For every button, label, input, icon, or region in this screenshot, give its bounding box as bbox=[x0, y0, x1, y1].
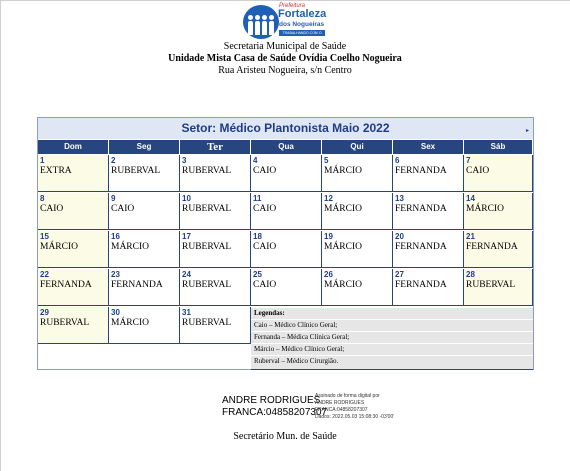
calendar-day-cell bbox=[251, 155, 322, 192]
calendar-day-cell bbox=[393, 193, 464, 230]
day-number: 23 bbox=[111, 270, 120, 279]
calendar-day-cell bbox=[38, 231, 109, 268]
doctor-name: RUBERVAL bbox=[40, 318, 90, 328]
doctor-name: CAIO bbox=[40, 204, 64, 214]
calendar-day-cell bbox=[393, 269, 464, 306]
day-number: 3 bbox=[182, 156, 187, 165]
day-number: 5 bbox=[324, 156, 329, 165]
legend-item: Caio – Médico Clínico Geral; bbox=[251, 319, 533, 331]
doctor-name: MÁRCIO bbox=[324, 204, 363, 214]
doctor-name: CAIO bbox=[466, 166, 490, 176]
day-number: 14 bbox=[466, 194, 475, 203]
doctor-name: CAIO bbox=[253, 204, 277, 214]
day-number: 17 bbox=[182, 232, 191, 241]
weekday-header: Dom bbox=[38, 140, 109, 154]
day-number: 30 bbox=[111, 308, 120, 317]
calendar-day-cell bbox=[464, 193, 533, 230]
calendar-day-cell bbox=[393, 155, 464, 192]
day-number: 7 bbox=[466, 156, 471, 165]
calendar-day-cell bbox=[180, 155, 251, 192]
day-number: 4 bbox=[253, 156, 258, 165]
weekday-header: Seg bbox=[109, 140, 180, 154]
prefeitura-logo bbox=[243, 3, 327, 41]
doctor-name: CAIO bbox=[253, 280, 277, 290]
calendar-day-cell bbox=[180, 193, 251, 230]
day-number: 24 bbox=[182, 270, 191, 279]
doctor-name: EXTRA bbox=[40, 166, 72, 176]
calendar-day-cell bbox=[464, 155, 533, 192]
duty-calendar bbox=[37, 117, 534, 370]
doctor-name: MÁRCIO bbox=[40, 242, 79, 252]
doctor-name: FERNANDA bbox=[111, 280, 163, 290]
doctor-name: CAIO bbox=[111, 204, 135, 214]
doctor-name: MÁRCIO bbox=[324, 166, 363, 176]
doctor-name: RUBERVAL bbox=[182, 280, 232, 290]
logo-name2: dos Nogueiras bbox=[279, 21, 325, 28]
signature-detail-line: Dados: 2022.05.03 15:08:30 -03'00' bbox=[315, 414, 395, 420]
unidade-title: Unidade Mista Casa de Saúde Ovídia Coelho Nogueira bbox=[168, 53, 402, 64]
calendar-day-cell bbox=[464, 231, 533, 268]
calendar-day-cell bbox=[322, 155, 393, 192]
signature-detail-line: ANDRE RODRIGUES bbox=[315, 400, 365, 406]
calendar-day-cell bbox=[109, 269, 180, 306]
digital-signature-detail bbox=[315, 393, 394, 421]
next-arrow-icon[interactable]: ▸ bbox=[525, 128, 529, 134]
logo-tagline: TRABALHANDO COM O POVO bbox=[279, 30, 325, 36]
day-number: 20 bbox=[395, 232, 404, 241]
day-number: 6 bbox=[395, 156, 400, 165]
secretaria-title: Secretaria Municipal de Saúde bbox=[223, 41, 347, 52]
calendar-day-cell bbox=[322, 269, 393, 306]
doctor-name: FERNANDA bbox=[466, 242, 518, 252]
weekday-header: Qui bbox=[322, 140, 393, 154]
calendar-day-cell bbox=[38, 269, 109, 306]
day-number: 22 bbox=[40, 270, 49, 279]
doctor-name: FERNANDA bbox=[395, 204, 447, 214]
day-number: 26 bbox=[324, 270, 333, 279]
calendar-day-cell bbox=[322, 231, 393, 268]
doctor-name: FERNANDA bbox=[395, 242, 447, 252]
weekday-header: Qua bbox=[251, 140, 322, 154]
calendar-day-cell bbox=[251, 193, 322, 230]
calendar-day-cell bbox=[109, 155, 180, 192]
legend-title: Legendas: bbox=[254, 309, 285, 317]
page-top-border bbox=[0, 0, 570, 1]
calendar-day-cell bbox=[180, 231, 251, 268]
calendar-day-cell bbox=[464, 269, 533, 306]
doctor-name: FERNANDA bbox=[40, 280, 92, 290]
calendar-day-cell bbox=[109, 307, 180, 344]
day-number: 11 bbox=[253, 194, 262, 203]
day-number: 13 bbox=[395, 194, 404, 203]
day-number: 27 bbox=[395, 270, 404, 279]
day-number: 1 bbox=[40, 156, 45, 165]
calendar-day-cell bbox=[38, 193, 109, 230]
doctor-name: MÁRCIO bbox=[111, 318, 150, 328]
doctor-name: MÁRCIO bbox=[324, 280, 363, 290]
calendar-day-cell bbox=[109, 231, 180, 268]
day-number: 16 bbox=[111, 232, 120, 241]
day-number: 29 bbox=[40, 308, 49, 317]
doctor-name: MÁRCIO bbox=[111, 242, 150, 252]
doctor-name: FERNANDA bbox=[395, 280, 447, 290]
calendar-title: Setor: Médico Plantonista Maio 2022 bbox=[38, 118, 533, 139]
calendar-day-cell bbox=[109, 193, 180, 230]
logo-prefix: Prefeitura bbox=[279, 3, 306, 9]
people-icon bbox=[243, 5, 279, 39]
day-number: 18 bbox=[253, 232, 262, 241]
signer-role: Secretário Mun. de Saúde bbox=[233, 431, 337, 442]
doctor-name: RUBERVAL bbox=[466, 280, 516, 290]
weekday-header: Sáb bbox=[464, 140, 533, 154]
logo-name: Fortaleza bbox=[278, 8, 327, 20]
signature-detail-line: Assinado de forma digital por bbox=[315, 393, 380, 399]
day-number: 15 bbox=[40, 232, 49, 241]
doctor-name: CAIO bbox=[253, 166, 277, 176]
day-number: 21 bbox=[466, 232, 475, 241]
day-number: 12 bbox=[324, 194, 333, 203]
signer-name bbox=[222, 395, 327, 419]
doctor-name: RUBERVAL bbox=[182, 204, 232, 214]
weekday-header: Sex bbox=[393, 140, 464, 154]
calendar-day-cell bbox=[180, 307, 251, 344]
day-number: 28 bbox=[466, 270, 475, 279]
legend-item: Fernanda – Médica Clínica Geral; bbox=[251, 331, 533, 343]
legend-box bbox=[251, 308, 533, 370]
calendar-day-cell bbox=[322, 193, 393, 230]
signer-name-line1: ANDRE RODRIGUES bbox=[222, 395, 321, 406]
day-number: 8 bbox=[40, 194, 45, 203]
day-number: 9 bbox=[111, 194, 116, 203]
legend-item: Márcio – Médico Clínico Geral; bbox=[251, 343, 533, 355]
doctor-name: RUBERVAL bbox=[111, 166, 161, 176]
day-number: 2 bbox=[111, 156, 116, 165]
doctor-name: FERNANDA bbox=[395, 166, 447, 176]
address-line: Rua Aristeu Nogueira, s/n Centro bbox=[218, 65, 352, 76]
doctor-name: RUBERVAL bbox=[182, 318, 232, 328]
doctor-name: CAIO bbox=[253, 242, 277, 252]
doctor-name: RUBERVAL bbox=[182, 166, 232, 176]
calendar-day-cell bbox=[38, 155, 109, 192]
day-number: 31 bbox=[182, 308, 191, 317]
day-number: 19 bbox=[324, 232, 333, 241]
calendar-day-cell bbox=[180, 269, 251, 306]
doctor-name: RUBERVAL bbox=[182, 242, 232, 252]
calendar-day-cell bbox=[251, 269, 322, 306]
signer-name-line2: FRANCA:04858207307 bbox=[222, 407, 328, 418]
weekday-header: Ter bbox=[180, 140, 251, 154]
signature-detail-line: FRANCA:04858207307 bbox=[315, 407, 368, 413]
doctor-name: MÁRCIO bbox=[466, 204, 505, 214]
calendar-day-cell bbox=[251, 231, 322, 268]
doctor-name: MÁRCIO bbox=[324, 242, 363, 252]
day-number: 25 bbox=[253, 270, 262, 279]
calendar-day-cell bbox=[393, 231, 464, 268]
calendar-day-cell bbox=[38, 307, 109, 344]
day-number: 10 bbox=[182, 194, 191, 203]
legend-item: Ruberval – Médico Cirurgião. bbox=[251, 355, 533, 367]
